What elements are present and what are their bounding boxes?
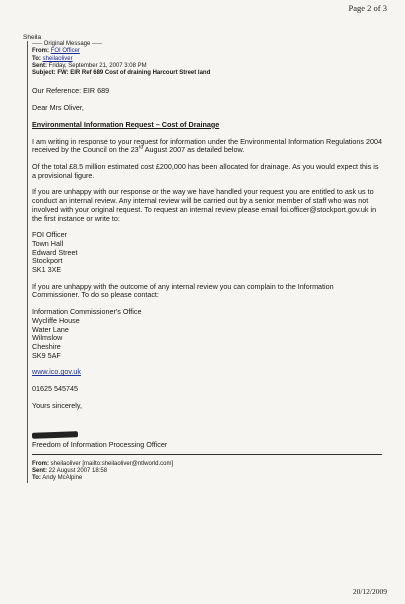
phone-number: 01625 545745 — [32, 384, 78, 394]
address-line: SK9 5AF — [32, 350, 61, 360]
fwd-to-label: To: — [32, 475, 41, 482]
paragraph-review-b: in the first instance or write to: — [32, 204, 377, 223]
address-line: Town Hall — [32, 238, 64, 248]
subject-label: Subject: — [32, 70, 56, 77]
from-line — [32, 48, 382, 55]
ico-address — [32, 308, 382, 360]
address-line: Edward Street — [32, 247, 78, 257]
address-line: Water Lane — [32, 324, 69, 334]
greeting-name: Sheila — [23, 34, 42, 41]
address-line: FOI Officer — [32, 230, 68, 240]
paragraph-review-a: If you are unhappy with our response or the way we have handled your request you are entitled to ask us to conduct an internal review. Any internal review will be carried out by a senior member of staff who was not involved with your original request. To request an internal review please email — [32, 187, 374, 214]
page-number: Page 2 of 3 — [348, 3, 387, 13]
letter-title: Environmental Information Request – Cost of Drainage — [32, 119, 220, 129]
subject-value: FW: EIR Ref 689 Cost of draining Harcourt Street land — [57, 70, 211, 77]
sent-label: Sent: — [32, 62, 47, 69]
quoted-message — [27, 41, 382, 483]
forward-header — [32, 461, 382, 483]
fwd-sent-line — [32, 468, 382, 475]
fwd-sent-label: Sent: — [32, 468, 47, 475]
paragraph-response-a: I am writing in response to your request for information under the Environmental Information Regulations 2004 received by the Council on the 23 — [32, 136, 382, 155]
footer-date: 20/12/2009 — [352, 587, 387, 596]
address-line: Wilmslow — [32, 333, 63, 343]
address-line: Cheshire — [32, 341, 61, 351]
address-line: Information Commissioner's Office — [32, 307, 142, 317]
original-message-header — [32, 41, 382, 77]
original-message-separator: ----- Original Message ----- — [32, 41, 103, 47]
address-line: SK1 3XE — [32, 265, 62, 275]
letter-body — [32, 87, 382, 454]
address-line: Stockport — [32, 256, 63, 266]
paragraph-review — [32, 188, 382, 223]
paragraph-complaint: If you are unhappy with the outcome of any internal review you can complain to the Information Commissioner. To do so please contact: — [32, 281, 334, 300]
date-suffix: rd — [138, 144, 144, 151]
sent-line — [32, 63, 382, 70]
foi-address — [32, 231, 382, 275]
signoff-title: Freedom of Information Processing Officer — [32, 441, 382, 455]
from-link[interactable]: FOI Officer — [50, 48, 80, 55]
to-label: To: — [32, 55, 41, 62]
fwd-from-value: sheilaoliver [mailto:sheilaoliver@ntlworld.com] — [50, 460, 174, 467]
to-line — [32, 56, 382, 63]
fwd-sent-value: 22 August 2007 18:58 — [48, 468, 108, 475]
closing: Yours sincerely, — [32, 400, 82, 410]
redacted-signature — [32, 432, 78, 440]
to-link[interactable]: sheilaoliver — [42, 55, 73, 62]
from-label: From: — [32, 48, 49, 55]
fwd-from-line — [32, 461, 382, 468]
paragraph-response-b: August 2007 as detailed below. — [143, 145, 245, 155]
salutation: Dear Mrs Oliver, — [32, 103, 84, 113]
foi-email: foi.officer@stockport.gov.uk — [280, 204, 369, 214]
sent-value: Friday, September 21, 2007 3:08 PM — [48, 62, 147, 69]
paragraph-cost: Of the total £8.5 million estimated cost £200,000 has been allocated for drainage. As you would expect this is a provisional figure. — [32, 162, 379, 180]
reference-line: Our Reference: EIR 689 — [32, 86, 110, 96]
paragraph-response — [32, 138, 382, 155]
address-line: Wycliffe House — [32, 315, 80, 325]
fwd-to-line — [32, 475, 382, 482]
fwd-from-label: From: — [32, 460, 49, 467]
ico-website-link[interactable]: www.ico.gov.uk — [32, 367, 81, 377]
subject-line — [32, 70, 382, 77]
fwd-to-value: Andy McAlpine — [42, 475, 83, 482]
